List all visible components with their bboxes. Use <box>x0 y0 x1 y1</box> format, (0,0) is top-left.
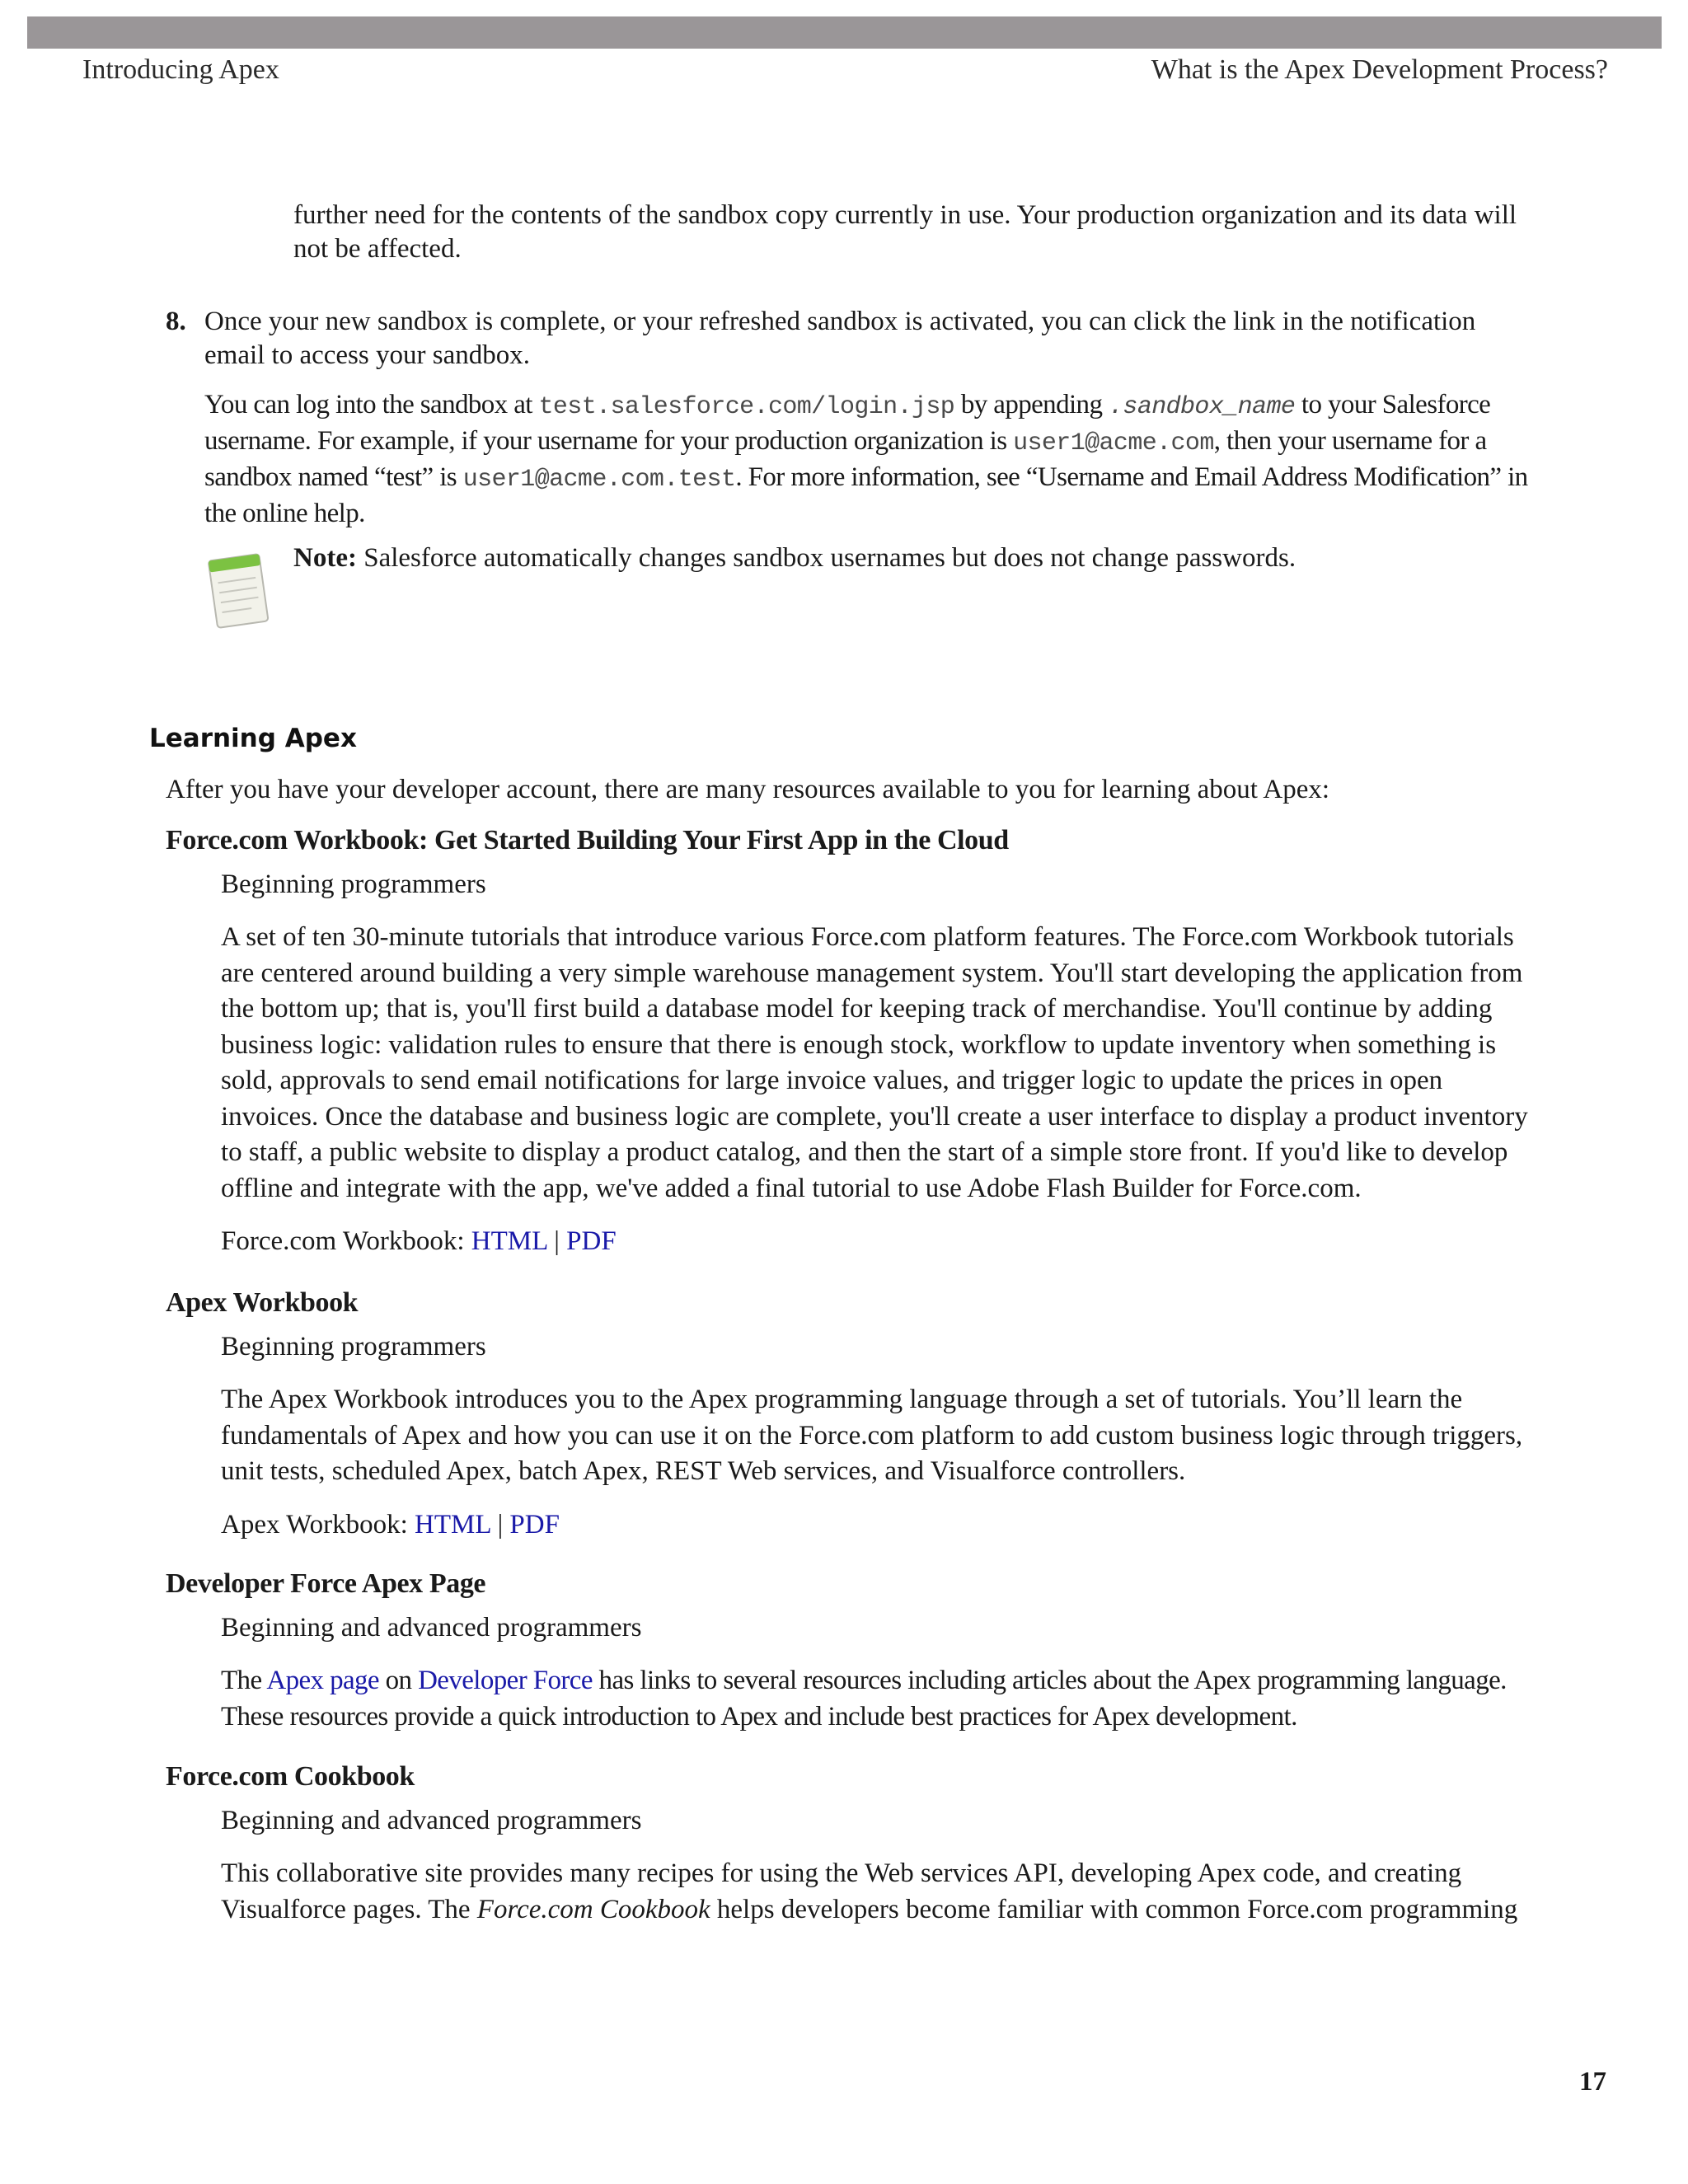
page-number: 17 <box>1579 2067 1606 2097</box>
desc-text-1: This collaborative site provides many recipes for using the Web services API, developing Apex code, and creating Visualforce pages. The <box>221 1858 1462 1924</box>
note-icon <box>203 546 274 635</box>
link-separator: | <box>547 1226 567 1256</box>
cookbook-title: Force.com Cookbook <box>476 1894 710 1924</box>
resource-term: Force.com Workbook: Get Started Building Your First App in the Cloud <box>166 825 1009 855</box>
desc-text-3: has links to several resources including articles about the Apex programming language. These resources provide a quick introduction to Apex and include best practices for Apex development. <box>221 1666 1507 1732</box>
resource-definition <box>221 1330 1540 1542</box>
section-title: Learning Apex <box>149 724 357 753</box>
note-paragraph <box>293 541 1530 575</box>
resource-audience: Beginning and advanced programmers <box>221 1806 642 1835</box>
sandbox-username-code: user1@acme.com.test <box>462 466 736 494</box>
pdf-link[interactable]: PDF <box>509 1509 560 1540</box>
login-text-4: , then your username for a sandbox named “test” is <box>204 426 1487 492</box>
resource-audience: Beginning programmers <box>221 1332 486 1361</box>
login-text-5: . For more information, see “Username and Email Address Modification” in the online help. <box>204 462 1528 528</box>
note-text: Salesforce automatically changes sandbox usernames but does not change passwords. <box>356 543 1296 573</box>
resource-audience: Beginning and advanced programmers <box>221 1613 642 1643</box>
step-number: 8. <box>166 307 186 336</box>
links-label: Force.com Workbook: <box>221 1226 471 1256</box>
step-text: Once your new sandbox is complete, or your refreshed sandbox is activated, you can click the link in the notification email to access your sandbox. <box>204 307 1476 370</box>
resource-links <box>221 1508 1540 1542</box>
resource-term: Force.com Cookbook <box>166 1761 415 1792</box>
section-intro: After you have your developer account, there are many resources available to you for learning about Apex: <box>166 775 1330 804</box>
login-text-1: You can log into the sandbox at <box>204 390 539 419</box>
note-label: Note: <box>293 543 357 573</box>
resource-term: Apex Workbook <box>166 1287 359 1318</box>
resource-audience: Beginning programmers <box>221 869 486 899</box>
resource-definition <box>221 868 1540 1258</box>
desc-text-2: helps developers become familiar with common Force.com programming <box>710 1894 1518 1924</box>
desc-text-1: The <box>221 1666 267 1695</box>
links-label: Apex Workbook: <box>221 1509 415 1540</box>
developer-force-link[interactable]: Developer Force <box>418 1666 593 1695</box>
resource-links <box>221 1225 1540 1258</box>
resource-term: Developer Force Apex Page <box>166 1568 486 1599</box>
header-bar <box>27 16 1662 49</box>
apex-page-link[interactable]: Apex page <box>266 1666 379 1695</box>
resource-description <box>221 1663 1540 1735</box>
html-link[interactable]: HTML <box>415 1509 491 1540</box>
username-code: user1@acme.com <box>1013 429 1214 457</box>
running-header-right: What is the Apex Development Process? <box>1151 54 1608 85</box>
resource-definition <box>221 1611 1540 1735</box>
desc-text-2: on <box>378 1666 419 1695</box>
html-link[interactable]: HTML <box>471 1226 548 1256</box>
sandbox-login-paragraph <box>204 388 1543 531</box>
login-text-2: by appending <box>954 390 1109 419</box>
link-separator: | <box>490 1509 510 1540</box>
resource-description: The Apex Workbook introduces you to the Apex programming language through a set of tutorials. You’ll learn the fundamentals of Apex and how you can use it on the Force.com platform to add custom business logic through triggers, unit tests, scheduled Apex, batch Apex, REST Web services, and Visualforce controllers. <box>221 1385 1523 1486</box>
resource-description <box>221 1856 1540 1928</box>
resource-definition <box>221 1804 1540 1928</box>
sandbox-name-code: .sandbox_name <box>1109 393 1296 421</box>
running-header-left: Introducing Apex <box>82 54 279 85</box>
login-url-code: test.salesforce.com/login.jsp <box>538 393 955 421</box>
login-text-3: to your Salesforce username. For example, if your username for your production organization is <box>204 390 1491 456</box>
resource-description: A set of ten 30-minute tutorials that introduce various Force.com platform features. The Force.com Workbook tutorials are centered around building a very simple warehouse management system. You'll start developing the application from the bottom up; that is, you'll first build a database model for keeping track of merchandise. You'll continue by adding business logic: validation rules to ensure that there is enough stock, workflow to update inventory when something is sold, approvals to send email notifications for large invoice values, and trigger logic to update the prices in open invoices. Once the database and business logic are complete, you'll create a user interface to display a product inventory to staff, a public website to display a product catalog, and then the start of a simple store front. If you'd like to develop offline and integrate with the app, we've added a final tutorial to use Adobe Flash Builder for Force.com. <box>221 922 1528 1203</box>
pdf-link[interactable]: PDF <box>566 1226 617 1256</box>
continuation-paragraph: further need for the contents of the sandbox copy currently in use. Your production organization and its data will not be affected. <box>293 200 1517 264</box>
